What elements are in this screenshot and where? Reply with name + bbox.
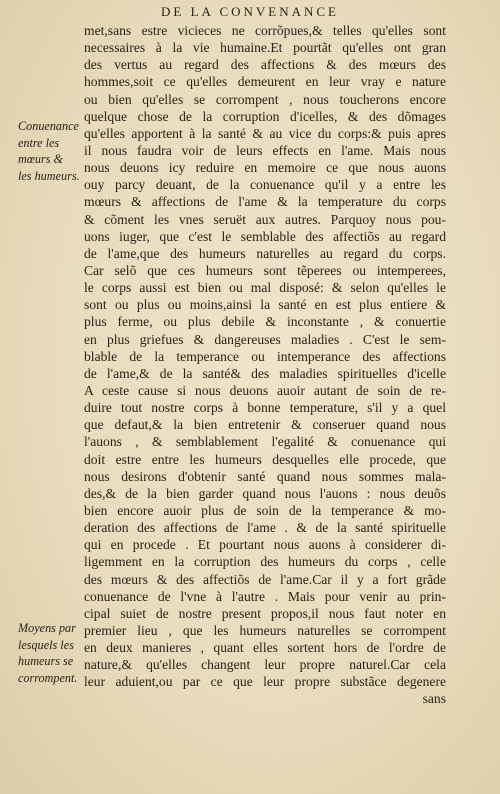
text-line: en deux manieres , quant elles sortent hors de l'ordre de bbox=[84, 640, 446, 656]
text-line: doit estre entre les humeurs desquelles elle procede, que bbox=[84, 451, 446, 467]
text-line: necessaires à la vie humaine.Et pourtãt qu'elles ont gran bbox=[84, 40, 446, 56]
text-line: en plus griefues & dangereuses maladies . C'est le sem- bbox=[84, 331, 446, 347]
text-line: de l'ame,& de la santé& des maladies spirituelles d'icelle bbox=[84, 365, 446, 381]
text-line: cipal suiet de nostre present propos,il nous faut noter en bbox=[84, 605, 446, 621]
margin-note-line: entre les bbox=[18, 135, 60, 150]
text-line: blable de la temperance ou intemperance des affections bbox=[84, 348, 446, 364]
text-line: bien encore auoir plus de soin de la temperance & mo- bbox=[84, 502, 446, 518]
text-line: A ceste cause si nous deuons auoir autant de soin de re- bbox=[84, 382, 446, 398]
text-line: ligemment en la corruption des humeurs du corps , celle bbox=[84, 554, 446, 570]
text-line: des,& de la bien garder quand nous l'auons : nous deuõs bbox=[84, 485, 446, 501]
text-line: sont ou plus ou moins,ainsi la santé en est plus entiere & bbox=[84, 297, 446, 313]
text-line: mœurs & affections de l'ame & la temperature du corps bbox=[84, 194, 446, 210]
margin-note-conuenance bbox=[18, 118, 88, 184]
text-line: ou bien qu'elles se corrompent , nous toucherons encore bbox=[84, 91, 446, 107]
text-line: il nous faudra voir de leurs effects en l'ame. Mais nous bbox=[84, 142, 446, 158]
text-line: l'auons , & semblablement l'egalité & conuenance qui bbox=[84, 434, 446, 450]
text-line: quelque chose de la corruption d'icelles, & des dõmages bbox=[84, 108, 446, 124]
text-line: qui en procede . Et pourtant nous auons à considerer di- bbox=[84, 537, 446, 553]
text-line: des vertus au regard des affections & des mœurs des bbox=[84, 57, 446, 73]
text-line: premier lieu , que les humeurs naturelles se corrompent bbox=[84, 622, 446, 638]
text-line: hommes,soit ce qu'elles demeurent en leur vray e nature bbox=[84, 74, 446, 90]
margin-note-moyens bbox=[18, 620, 88, 686]
text-line: leur aduient,ou par ce que leur propre substãce degenere bbox=[84, 674, 446, 690]
body-text bbox=[84, 22, 446, 708]
margin-note-line: Conuenance bbox=[18, 119, 79, 133]
margin-note-line: Moyens par bbox=[18, 621, 76, 635]
text-line: de l'ame,que des humeurs naturelles au regard du corps. bbox=[84, 245, 446, 261]
text-line: Car selõ que ces humeurs sont tẽperees ou intemperees, bbox=[84, 262, 446, 278]
text-line: deration des affections de l'ame . & de la santé spirituelle bbox=[84, 520, 446, 536]
text-line: que defaut,& la bien entretenir & conseruer quand nous bbox=[84, 417, 446, 433]
text-line: duire tout nostre corps à bonne temperature, s'il y a quel bbox=[84, 400, 446, 416]
margin-note-line: lesquels les bbox=[18, 637, 74, 652]
running-head: DE LA CONVENANCE bbox=[161, 4, 339, 19]
margin-note-line: les humeurs. bbox=[18, 168, 80, 183]
margin-note-line: mœurs & bbox=[18, 152, 64, 167]
text-line: nous deuons icy reduire en memoire ce que nous auons bbox=[84, 160, 446, 176]
text-line: & cõment les vnes seruët aux autres. Parquoy nous pou- bbox=[84, 211, 446, 227]
text-line: nous desirons d'obtenir santé quand nous sommes mala- bbox=[84, 468, 446, 484]
margin-note-line: corrompent. bbox=[18, 670, 78, 685]
text-line: plus ferme, ou plus debile & inconstante , & conuertie bbox=[84, 314, 446, 330]
text-line: le corps aussi est bien ou mal disposé: & selon qu'elles le bbox=[84, 280, 446, 296]
margin-note-line: humeurs se bbox=[18, 654, 74, 669]
text-line: met,sans estre vicieces ne corrõpues,& telles qu'elles sont bbox=[84, 23, 446, 38]
text-line: ouy parcy deuant, de la conuenance qu'il y a entre les bbox=[84, 177, 446, 193]
text-line: sans bbox=[422, 691, 446, 707]
text-line: qu'elles apportent à la santé & au vice du corps:& puis apres bbox=[84, 125, 446, 141]
text-line: uons iuger, que c'est le semblable des affectiõs au regard bbox=[84, 228, 446, 244]
text-line: nature,& qu'elles changent leur propre naturel.Car cela bbox=[84, 657, 446, 673]
text-line: conuenance de l'vne à l'autre . Mais pour venir au prin- bbox=[84, 588, 446, 604]
text-line: des mœurs & des affectiõs de l'ame.Car il y a fort grãde bbox=[84, 571, 446, 587]
